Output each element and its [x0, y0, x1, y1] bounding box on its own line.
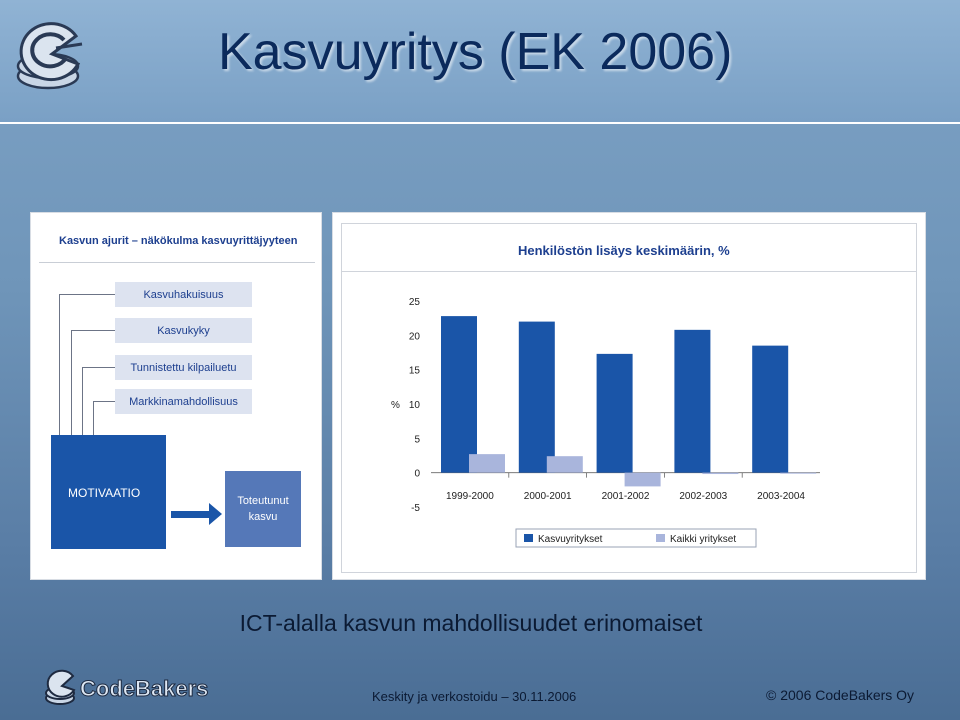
bar-kasvuyritykset: [597, 354, 633, 473]
divider: [39, 262, 315, 263]
slide-subtitle: [0, 610, 960, 637]
bar-kasvuyritykset: [752, 346, 788, 473]
y-tick-label: 5: [414, 434, 420, 446]
bar-kasvuyritykset: [441, 316, 477, 473]
driver-box: Markkinamahdollisuus: [115, 389, 252, 414]
y-tick-label: -5: [411, 503, 420, 514]
x-tick-label: 2002-2003: [679, 491, 728, 502]
motivation-label: MOTIVAATIO: [68, 486, 141, 500]
bar-kaikki-yritykset: [625, 473, 661, 487]
connector-line: [93, 401, 116, 436]
codebakers-logo-icon: [12, 14, 90, 94]
growth-drivers-diagram: [30, 212, 322, 580]
driver-box: Kasvukyky: [115, 318, 252, 343]
codebakers-small-icon: [46, 671, 74, 704]
x-tick-label: 2003-2004: [757, 491, 806, 502]
y-tick-label: 15: [408, 365, 420, 377]
result-label-line1: Toteutunut: [237, 495, 289, 507]
bar-kasvuyritykset: [674, 330, 710, 473]
bar-kaikki-yritykset: [547, 456, 583, 472]
codebakers-footer-logo: [44, 668, 214, 708]
legend-swatch: [656, 534, 665, 542]
driver-box: Kasvuhakuisuus: [115, 282, 252, 307]
legend-label: Kaikki yritykset: [670, 534, 737, 545]
bar-chart: [333, 213, 927, 581]
staff-growth-chart-panel: [332, 212, 926, 580]
bar-kaikki-yritykset: [780, 473, 816, 474]
legend-swatch: [524, 534, 533, 542]
chart-title: Henkilöstön lisäys keskimäärin, %: [518, 243, 730, 258]
x-tick-label: 2001-2002: [601, 491, 650, 502]
bar-kaikki-yritykset: [702, 473, 738, 474]
footer-copyright: © 2006 CodeBakers Oy: [766, 687, 915, 703]
legend-label: Kasvuyritykset: [538, 534, 603, 545]
footer-center-text: Keskity ja verkostoidu – 30.11.2006: [372, 689, 577, 704]
y-axis-label: %: [391, 400, 400, 411]
y-tick-label: 25: [408, 297, 420, 308]
footer-brand: CodeBakers: [80, 676, 209, 701]
driver-box: Tunnistettu kilpailuetu: [115, 355, 252, 380]
bar-kaikki-yritykset: [469, 454, 505, 473]
diagram-title: Kasvun ajurit – näkökulma kasvuyrittäjyyteen: [59, 235, 298, 247]
page-title: Kasvuyritys (EK 2006): [218, 23, 733, 81]
x-tick-label: 1999-2000: [445, 491, 494, 502]
result-label-line2: kasvu: [248, 511, 278, 523]
y-tick-label: 0: [414, 468, 420, 480]
arrow-right-icon: [171, 511, 209, 518]
arrow-head-icon: [209, 503, 222, 525]
y-tick-label: 10: [408, 400, 420, 411]
subtitle-text: ICT-alalla kasvun mahdollisuudet erinomaiset: [239, 610, 703, 636]
x-tick-label: 2000-2001: [523, 491, 572, 502]
y-tick-label: 20: [408, 331, 420, 343]
slide-header: [0, 0, 960, 124]
bar-kasvuyritykset: [519, 322, 555, 473]
result-box: [225, 471, 301, 547]
motivation-box: [51, 435, 166, 549]
